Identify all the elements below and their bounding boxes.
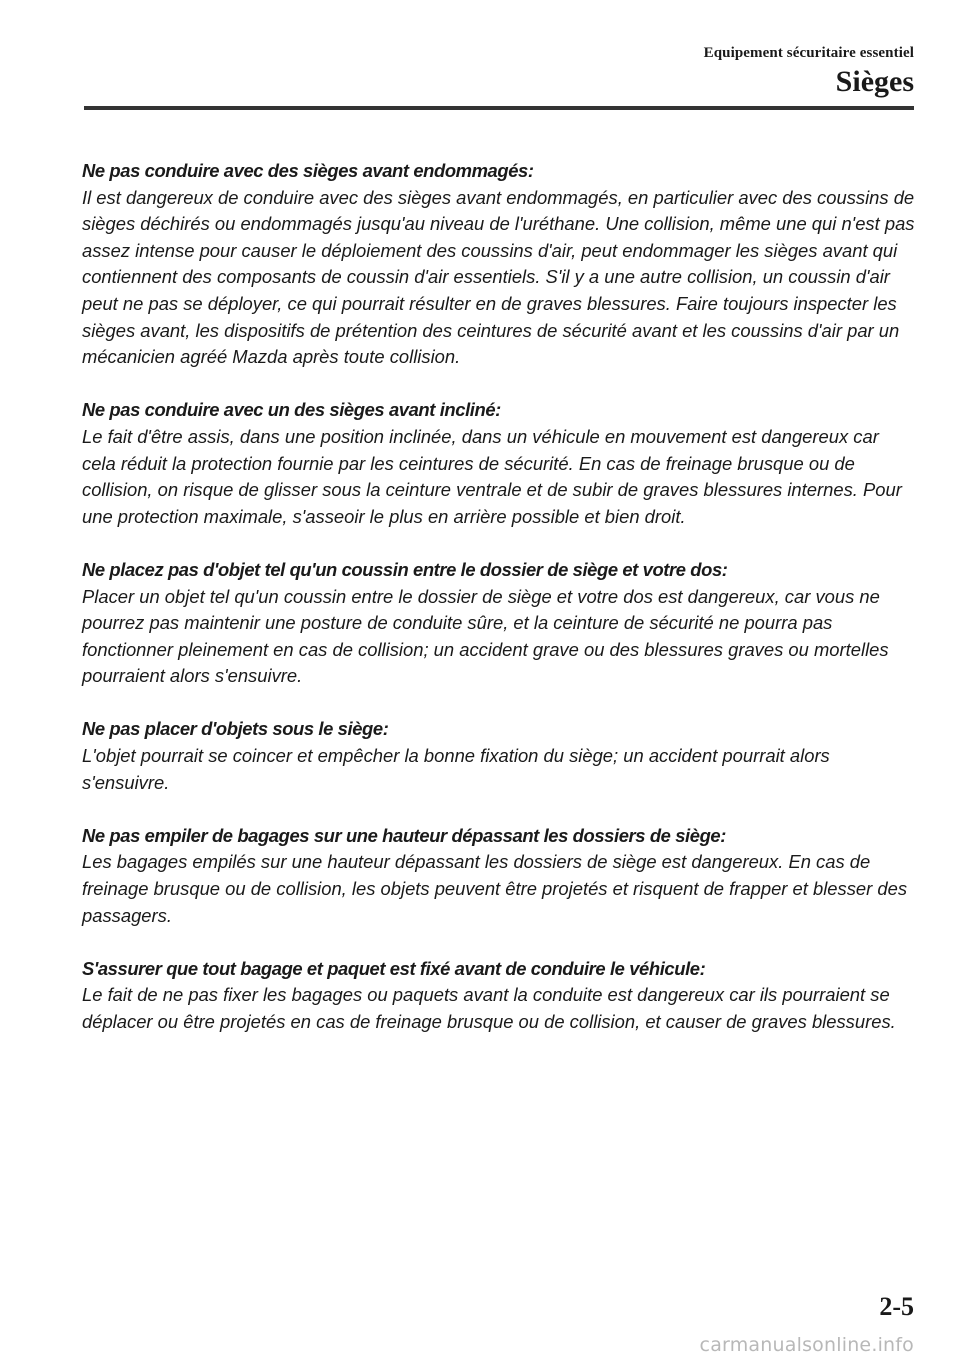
warning-body: Les bagages empilés sur une hauteur dépassant les dossiers de siège est dangereux. En cas de freinage brusque ou de collision, les objets peuvent être projetés et risquent de frapper et blesser des passagers. xyxy=(82,851,908,926)
warning-heading: Ne pas empiler de bagages sur une hauteur dépassant les dossiers de siège: xyxy=(82,824,726,846)
header-divider xyxy=(84,106,914,110)
warning-block-cushion-behind-back xyxy=(82,557,916,690)
warning-body: Il est dangereux de conduire avec des sièges avant endommagés, en particulier avec des coussins de sièges déchirés ou endommagés jusqu'au niveau de l'uréthane. Une collision, même une qui n'est pas assez intense pour causer le déploiement des coussins d'air, peut endommager les sièges avant qui contiennent des composants de coussin d'air essentiels. S'il y a une autre collision, un coussin d'air peut ne pas se déployer, ce qui pourrait résulter en de graves blessures. Faire toujours inspecter les sièges avant, les dispositifs de prétention des ceintures de sécurité avant et les coussins d'air par un mécanicien agréé Mazda après toute collision. xyxy=(82,186,915,368)
warning-body: Le fait d'être assis, dans une position inclinée, dans un véhicule en mouvement est dangereux car cela réduit la protection fournie par les ceintures de sécurité. En cas de freinage brusque ou de collision, on risque de glisser sous la ceinture ventrale et de subir de graves blessures internes. Pour une protection maximale, s'asseoir le plus en arrière possible et bien droit. xyxy=(82,425,902,527)
warning-block-stacked-luggage xyxy=(82,823,916,929)
watermark: carmanualsonline.info xyxy=(699,1334,914,1356)
section-title: Equipement sécuritaire essentiel xyxy=(703,45,914,61)
warning-block-reclined-seat xyxy=(82,397,916,530)
warning-body: Placer un objet tel qu'un coussin entre le dossier de siège et votre dos est dangereux, car vous ne pourrez pas maintenir une posture de conduite sûre, et la ceinture de sécurité ne pourra pas fonctionner pleinement en cas de collision; un accident grave ou des blessures graves ou mortelles pourraient alors s'ensuivre. xyxy=(82,585,889,687)
warning-body: L'objet pourrait se coincer et empêcher la bonne fixation du siège; un accident pourrait alors s'ensuivre. xyxy=(82,745,830,793)
warning-block-secure-luggage xyxy=(82,956,916,1036)
page-header xyxy=(84,44,914,100)
warning-body: Le fait de ne pas fixer les bagages ou paquets avant la conduite est dangereux car ils pourraient se déplacer ou être projetés en cas de freinage brusque ou de collision, et causer de graves blessures. xyxy=(82,984,896,1032)
warning-block-objects-under-seat xyxy=(82,716,916,796)
warning-heading: Ne placez pas d'objet tel qu'un coussin entre le dossier de siège et votre dos: xyxy=(82,558,728,580)
warning-block-damaged-seats xyxy=(82,158,916,371)
page-title: Sièges xyxy=(835,65,914,98)
warning-heading: Ne pas conduire avec des sièges avant endommagés: xyxy=(82,160,534,181)
warning-content xyxy=(82,158,916,1062)
warning-heading: Ne pas placer d'objets sous le siège: xyxy=(82,718,389,740)
warning-heading: S'assurer que tout bagage et paquet est fixé avant de conduire le véhicule: xyxy=(82,957,706,979)
page-number: 2-5 xyxy=(879,1292,914,1321)
warning-heading: Ne pas conduire avec un des sièges avant incliné: xyxy=(82,399,501,421)
